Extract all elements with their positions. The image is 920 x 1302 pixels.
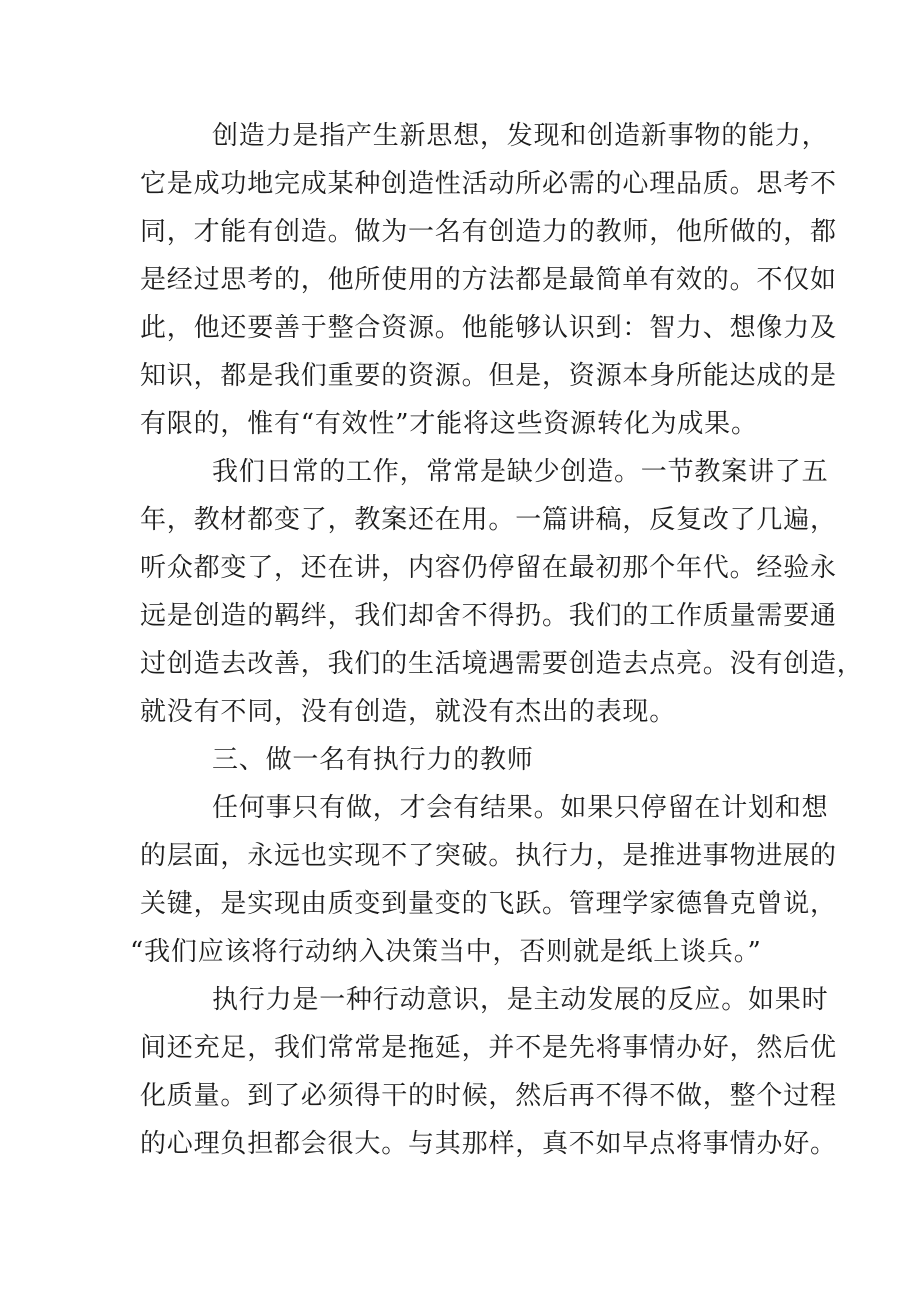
text-line: 知识，都是我们重要的资源。但是，资源本身所能达成的是 <box>140 361 837 391</box>
text-line: 任何事只有做，才会有结果。如果只停留在计划和想 <box>212 793 829 823</box>
text-line: 远是创造的羁绊，我们却舍不得扔。我们的工作质量需要通 <box>140 601 837 631</box>
text-line: 它是成功地完成某种创造性活动所必需的心理品质。思考不 <box>140 169 837 199</box>
section-heading <box>140 736 785 784</box>
text-line: 同，才能有创造。做为一名有创造力的教师，他所做的，都 <box>140 217 837 247</box>
section-heading-text: 三、做一名有执行力的教师 <box>212 745 534 775</box>
paragraph-execution-intro <box>130 784 837 976</box>
text-line: 创造力是指产生新思想，发现和创造新事物的能力， <box>212 121 829 151</box>
text-line: 就没有不同，没有创造，就没有杰出的表现。 <box>140 697 677 727</box>
text-line: 关键，是实现由质变到量变的飞跃。管理学家德鲁克曾说， <box>140 889 837 919</box>
text-line: 是经过思考的，他所使用的方法都是最简单有效的。不仅如 <box>140 265 837 295</box>
text-line: 过创造去改善，我们的生活境遇需要创造去点亮。没有创造， <box>140 649 864 679</box>
text-line: 我们日常的工作，常常是缺少创造。一节教案讲了五 <box>212 457 829 487</box>
text-line: 听众都变了，还在讲，内容仍停留在最初那个年代。经验永 <box>140 553 837 583</box>
text-line: “我们应该将行动纳入决策当中，否则就是纸上谈兵。” <box>130 937 762 967</box>
document-body <box>130 112 864 1168</box>
text-line: 执行力是一种行动意识，是主动发展的反应。如果时 <box>212 985 829 1015</box>
text-line: 的心理负担都会很大。与其那样，真不如早点将事情办好。 <box>140 1129 837 1159</box>
paragraph-creativity-definition <box>140 112 837 448</box>
paragraph-daily-work <box>140 448 864 736</box>
paragraph-execution-awareness <box>140 976 837 1168</box>
text-line: 间还充足，我们常常是拖延，并不是先将事情办好，然后优 <box>140 1033 837 1063</box>
text-line: 有限的，惟有“有效性”才能将这些资源转化为成果。 <box>140 409 758 439</box>
text-line: 的层面，永远也实现不了突破。执行力，是推进事物进展的 <box>140 841 837 871</box>
text-line: 年，教材都变了，教案还在用。一篇讲稿，反复改了几遍， <box>140 505 837 535</box>
text-line: 此，他还要善于整合资源。他能够认识到：智力、想像力及 <box>140 313 837 343</box>
text-line: 化质量。到了必须得干的时候，然后再不得不做，整个过程 <box>140 1081 837 1111</box>
